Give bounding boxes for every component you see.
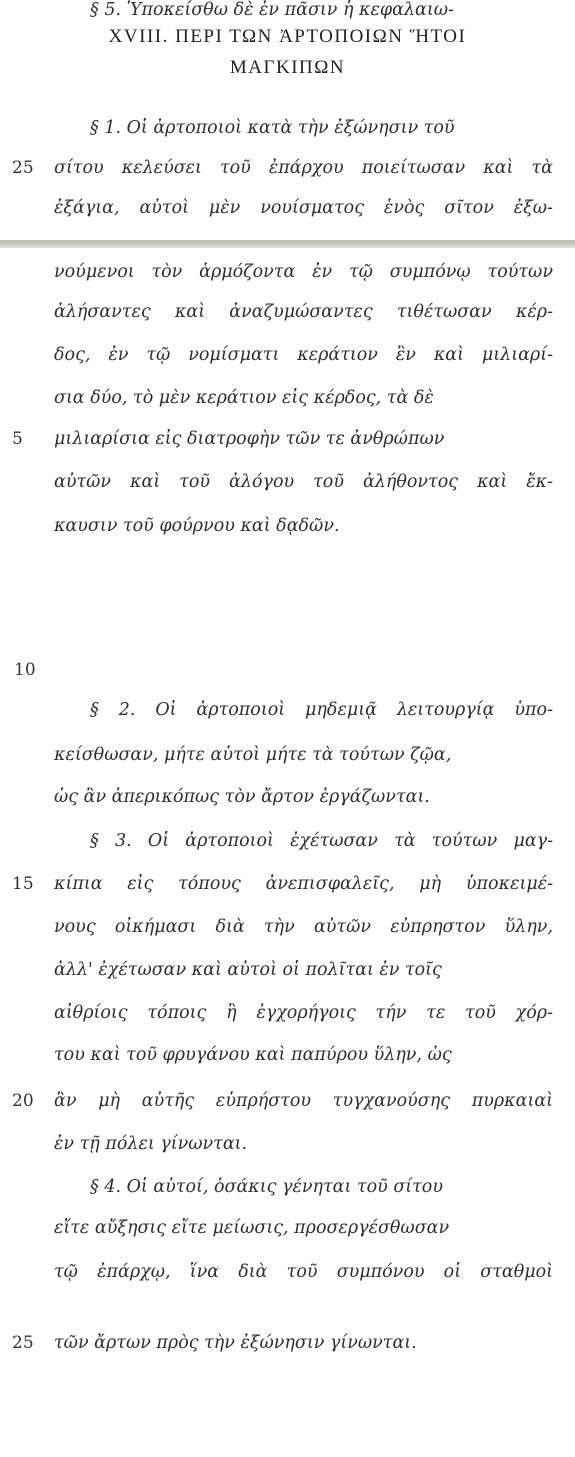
line-text: τῶν ἄρτων πρὸς τὴν ἐξώνησιν γίνωνται. xyxy=(54,1333,417,1353)
text-line xyxy=(0,118,575,148)
line-text: ἐν τῇ πόλει γίνωνται. xyxy=(54,1134,248,1154)
text-line xyxy=(0,0,575,30)
text-line xyxy=(0,1003,575,1033)
line-text: νους οἰκήμασι διὰ τὴν αὐτῶν εὐπρηστον ὕλην, xyxy=(54,917,554,937)
line-text: εἴτε αὔξησις εἴτε μείωσις, προσεργέσθωσαν xyxy=(54,1218,450,1238)
text-line xyxy=(0,1177,575,1207)
line-text: τῷ ἐπάρχῳ, ἵνα διὰ τοῦ συμπόνου οἱ σταθμοὶ xyxy=(54,1262,554,1282)
text-line xyxy=(0,700,575,730)
chapter-heading-line1: XVIII. ΠΕΡΙ ΤΩΝ ἈΡΤΟΠΟΙΩΝ ἭΤΟΙ xyxy=(108,26,467,47)
text-line xyxy=(0,262,575,292)
line-text: σια δύο, τὸ μὲν κεράτιον εἰς κέρδος, τὰ δὲ xyxy=(54,388,434,408)
text-line xyxy=(0,516,575,546)
text-line xyxy=(0,1045,575,1075)
line-number: 15 xyxy=(12,874,34,894)
line-text: σίτου κελεύσει τοῦ ἐπάρχου ποιείτωσαν καὶ τὰ xyxy=(54,158,553,178)
text-line xyxy=(0,158,575,188)
text-line xyxy=(0,1091,575,1121)
text-line xyxy=(0,472,575,502)
line-text: αἰθρίοις τόποις ἢ ἐγχορήγοις τήν τε τοῦ χόρ- xyxy=(54,1003,554,1023)
text-line xyxy=(0,302,575,332)
text-line xyxy=(0,429,575,459)
text-line xyxy=(0,345,575,375)
line-text: κείσθωσαν, μήτε αὐτοὶ μήτε τὰ τούτων ζῷα, xyxy=(54,745,452,765)
line-text: § 4. Οἱ αὐτοί, ὁσάκις γένηται τοῦ σίτου xyxy=(90,1177,443,1197)
line-text: καυσιν τοῦ φούρνου καὶ δᾳδῶν. xyxy=(54,516,340,536)
line-text: ἀλήσαντες καὶ ἀναζυμώσαντες τιθέτωσαν κέρ- xyxy=(54,302,554,322)
line-text: ὡς ἂν ἀπερικόπως τὸν ἄρτον ἐργάζωνται. xyxy=(54,787,430,807)
chapter-heading-line2: ΜΑΓΚΙΠΩΝ xyxy=(229,57,346,78)
line-text: ἐξάγια, αὐτοὶ μὲν νουίσματος ἑνὸς σῖτον ἐξω- xyxy=(54,198,553,218)
line-text: νούμενοι τὸν ἁρμόζοντα ἐν τῷ συμπόνῳ τούτων xyxy=(54,262,553,282)
text-line xyxy=(0,1218,575,1248)
text-line xyxy=(0,1134,575,1164)
line-number: 10 xyxy=(14,660,36,680)
line-number: 5 xyxy=(12,429,23,449)
line-text: § 2. Οἱ ἀρτοποιοὶ μηδεμιᾷ λειτουργίᾳ ὑπο- xyxy=(90,700,553,720)
text-line xyxy=(0,874,575,904)
line-number: 25 xyxy=(12,158,34,178)
line-text: κίπια εἰς τόπους ἀνεπισφαλεῖς, μὴ ὑποκειμέ- xyxy=(54,874,554,894)
text-line xyxy=(0,745,575,775)
line-number: 20 xyxy=(12,1091,34,1111)
text-line xyxy=(0,1262,575,1292)
text-line xyxy=(0,198,575,228)
text-line xyxy=(0,917,575,947)
text-line xyxy=(0,1333,575,1363)
line-text: δος, ἐν τῷ νομίσματι κεράτιον ἓν καὶ μιλιαρί- xyxy=(54,345,553,365)
line-number: 25 xyxy=(12,1333,34,1353)
line-text: ἂν μὴ αὐτῆς εὐπρήστου τυγχανούσης πυρκαιαὶ xyxy=(54,1091,554,1111)
line-text: του καὶ τοῦ φρυγάνου καὶ παπύρου ὕλην, ὡς xyxy=(54,1045,452,1065)
text-line xyxy=(0,960,575,990)
text-line xyxy=(0,388,575,418)
line-text: § 3. Οἱ ἀρτοποιοὶ ἐχέτωσαν τὰ τούτων μαγ- xyxy=(90,831,554,851)
line-text: αὐτῶν καὶ τοῦ ἀλόγου τοῦ ἀλήθοντος καὶ ἔκ- xyxy=(54,472,553,492)
line-text: § 1. Οἱ ἀρτοποιοὶ κατὰ τὴν ἐξώνησιν τοῦ xyxy=(90,118,455,138)
text-line xyxy=(0,787,575,817)
line-text: μιλιαρίσια εἰς διατροφὴν τῶν τε ἀνθρώπων xyxy=(54,429,445,449)
text-line xyxy=(0,831,575,861)
line-text: § 5. Ὑποκείσθω δὲ ἐν πᾶσιν ἡ κεφαλαιω- xyxy=(90,0,454,20)
line-text: ἀλλ' ἐχέτωσαν καὶ αὐτοὶ οἱ πολῖται ἐν τοῖς xyxy=(54,960,442,980)
page-divider xyxy=(0,240,575,248)
